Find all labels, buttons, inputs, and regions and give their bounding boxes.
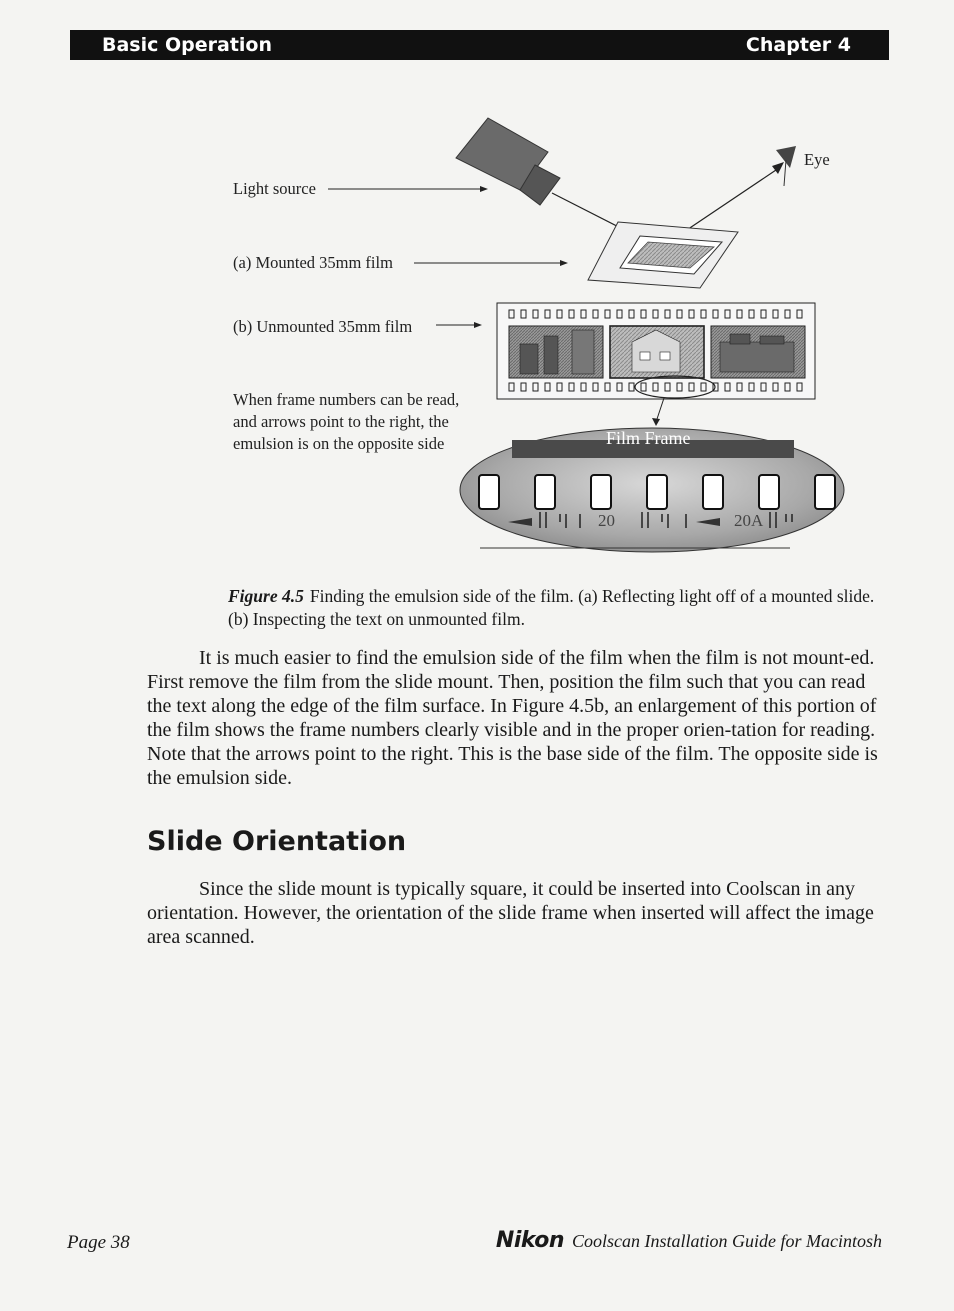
label-light-source: Light source: [233, 179, 316, 198]
label-eye: Eye: [804, 150, 830, 169]
section-heading: Slide Orientation: [147, 826, 407, 857]
edge-number-20a: 20A: [734, 511, 764, 530]
mounted-slide: [588, 222, 738, 288]
film-strip: [497, 303, 815, 399]
figure-illustration: [0, 0, 954, 580]
edge-number-20: 20: [598, 511, 615, 530]
zoom-leader: [656, 398, 664, 422]
page-number: Page 38: [67, 1232, 130, 1253]
figure-caption: [228, 585, 888, 631]
label-frame-note-3: emulsion is on the opposite side: [233, 434, 445, 453]
label-mounted-film: (a) Mounted 35mm film: [233, 253, 393, 272]
light-source-lamp: [456, 118, 560, 205]
label-frame-note-2: and arrows point to the right, the: [233, 412, 449, 431]
header-chapter: Chapter 4: [745, 34, 851, 56]
guide-title: Coolscan Installation Guide for Macintosh: [572, 1231, 882, 1251]
brand-logo: Nikon: [495, 1228, 564, 1253]
header-section-title: Basic Operation: [102, 34, 273, 56]
footer-title-block: [496, 1228, 882, 1253]
label-film-frame: Film Frame: [606, 428, 691, 448]
figure-number: Figure 4.5: [228, 586, 304, 606]
label-frame-note-1: When frame numbers can be read,: [233, 390, 460, 409]
figure-caption-text: Finding the emulsion side of the film. (a) Reflecting light off of a mounted slide. (b) Inspecting the text on unmounted film.: [228, 586, 875, 629]
body-paragraph-2: Since the slide mount is typically square, it could be inserted into Coolscan in any orientation. However, the orientation of the slide frame when inserted will affect the image area scanned.: [147, 878, 874, 948]
label-unmounted-film: (b) Unmounted 35mm film: [233, 317, 413, 336]
body-paragraph-1: It is much easier to find the emulsion side of the film when the film is not mount-ed. First remove the film from the slide mount. Then, position the film such that you can read the text along the edge of the film surface. In Figure 4.5b, an enlargement of this portion of the film shows the frame numbers clearly visible and in the proper orien-tation for reading. Note that the arrows point to the right. This is the base side of the film. The opposite side is the emulsion side.: [147, 647, 878, 789]
